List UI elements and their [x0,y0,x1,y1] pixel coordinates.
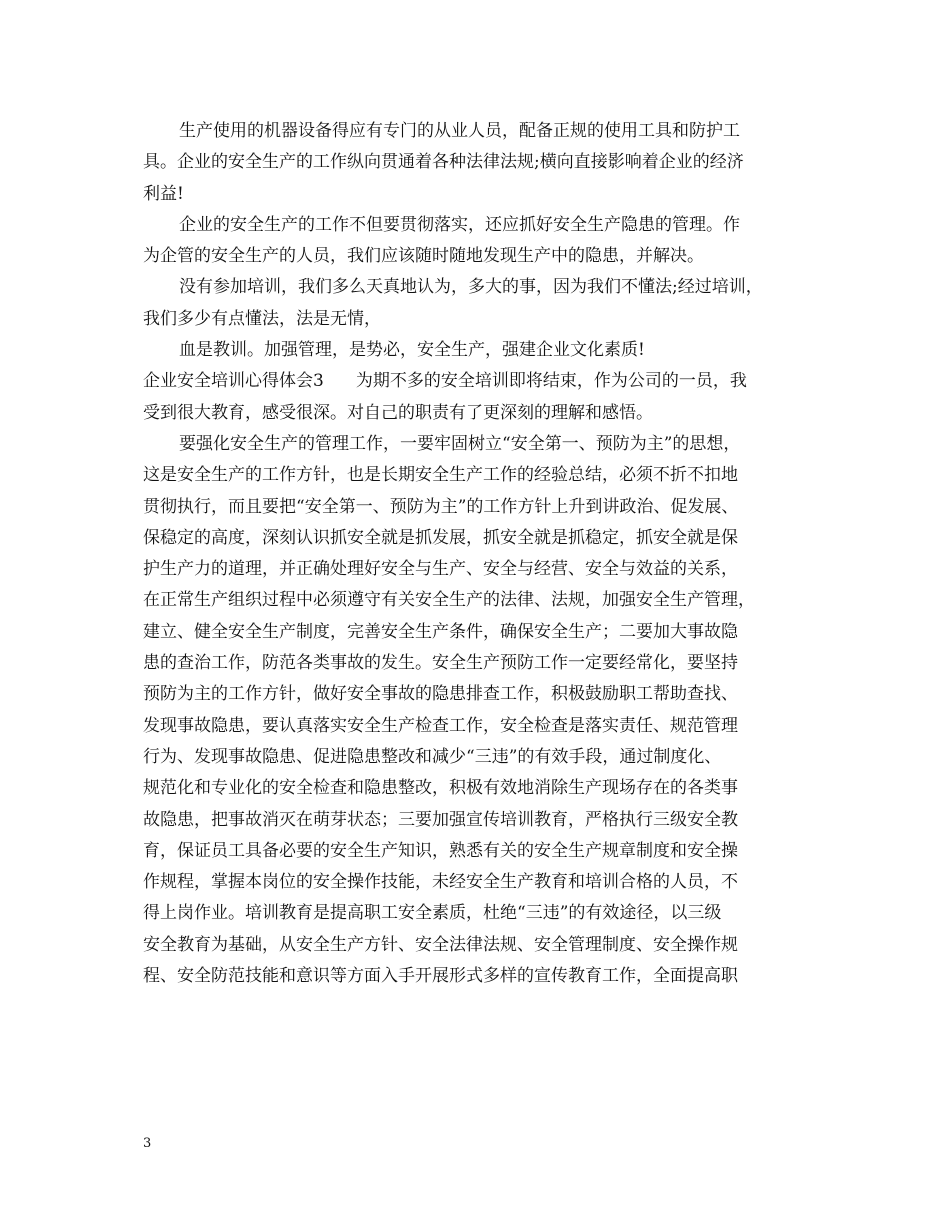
text-line: 企业的安全生产的工作不但要贯彻落实，还应抓好安全生产隐患的管理。作 [179,214,740,235]
section-heading-line [143,366,833,397]
text-line: 育，保证员工具备必要的安全生产知识，熟悉有关的安全生产规章制度和安全操 [143,840,738,861]
text-line: 生产使用的机器设备得应有专门的从业人员，配备正规的使用工具和防护工 [179,121,740,141]
page-number: 3 [143,1136,152,1151]
text-line: 贯彻执行，而且要把“安全第一、预防为主”的工作方针上升到讲政治、促发展、 [143,496,739,517]
text-line: 安全教育为基础，从安全生产方针、安全法律法规、安全管理制度、安全操作规 [143,934,738,955]
text-line: 建立、健全安全生产制度，完善安全生产条件，确保安全生产；二要加大事故隐 [143,621,738,642]
text-line: 程、安全防范技能和意识等方面入手开展形式多样的宣传教育工作，全面提高职 [143,966,738,987]
text-line: 得上岗作业。培训教育是提高职工安全素质，杜绝“三违”的有效途径，以三级 [143,903,722,924]
text-line: 预防为主的工作方针，做好安全事故的隐患排查工作，积极鼓励职工帮助查找、 [143,684,738,705]
document-body [143,116,833,992]
text-line: 作规程，掌握本岗位的安全操作技能，未经安全生产教育和培训合格的人员，不 [143,872,738,893]
text-line: 保稳定的高度，深刻认识抓安全就是抓发展，抓安全就是抓稳定，抓安全就是保 [143,527,738,548]
text-line: 要强化安全生产的管理工作，一要牢固树立“安全第一、预防为主”的思想， [179,433,741,454]
text-line: 行为、发现事故隐患、促进隐患整改和减少“三违”的有效手段，通过制度化、 [143,746,722,767]
text-line: 在正常生产组织过程中必须遵守有关安全生产的法律、法规，加强安全生产管理， [143,590,755,611]
text-line: 护生产力的道理，并正确处理好安全与生产、安全与经营、安全与效益的关系， [143,559,738,580]
text-line: 故隐患，把事故消灭在萌芽状态；三要加强宣传培训教育，严格执行三级安全教 [143,809,738,830]
text-line: 利益! [143,183,184,204]
text-line: 我们多少有点懂法，法是无情， [143,308,381,329]
section-heading: 企业安全培训心得体会3 [143,371,324,392]
text-line: 血是教训。加强管理，是势必，安全生产，强建企业文化素质! [179,340,645,361]
section-intro-text: 为期不多的安全培训即将结束，作为公司的一员，我 [355,371,747,392]
text-line: 发现事故隐患，要认真落实安全生产检查工作，安全检查是落实责任、规范管理 [143,715,738,736]
text-line: 规范化和专业化的安全检查和隐患整改，积极有效地消除生产现场存在的各类事 [143,778,738,799]
text-line: 受到很大教育，感受很深。对自己的职责有了更深刻的理解和感悟。 [143,402,653,423]
text-line: 患的查治工作，防范各类事故的发生。安全生产预防工作一定要经常化，要坚持 [143,653,738,674]
text-line: 为企管的安全生产的人员，我们应该随时随地发现生产中的隐患，并解决。 [143,246,704,267]
text-line: 没有参加培训，我们多么天真地认为，多大的事，因为我们不懂法;经过培训， [179,277,763,298]
text-line: 具。企业的安全生产的工作纵向贯通着各种法律法规;横向直接影响着企业的经济 [143,152,744,173]
text-line: 这是安全生产的工作方针，也是长期安全生产工作的经验总结，必须不折不扣地 [143,465,738,486]
